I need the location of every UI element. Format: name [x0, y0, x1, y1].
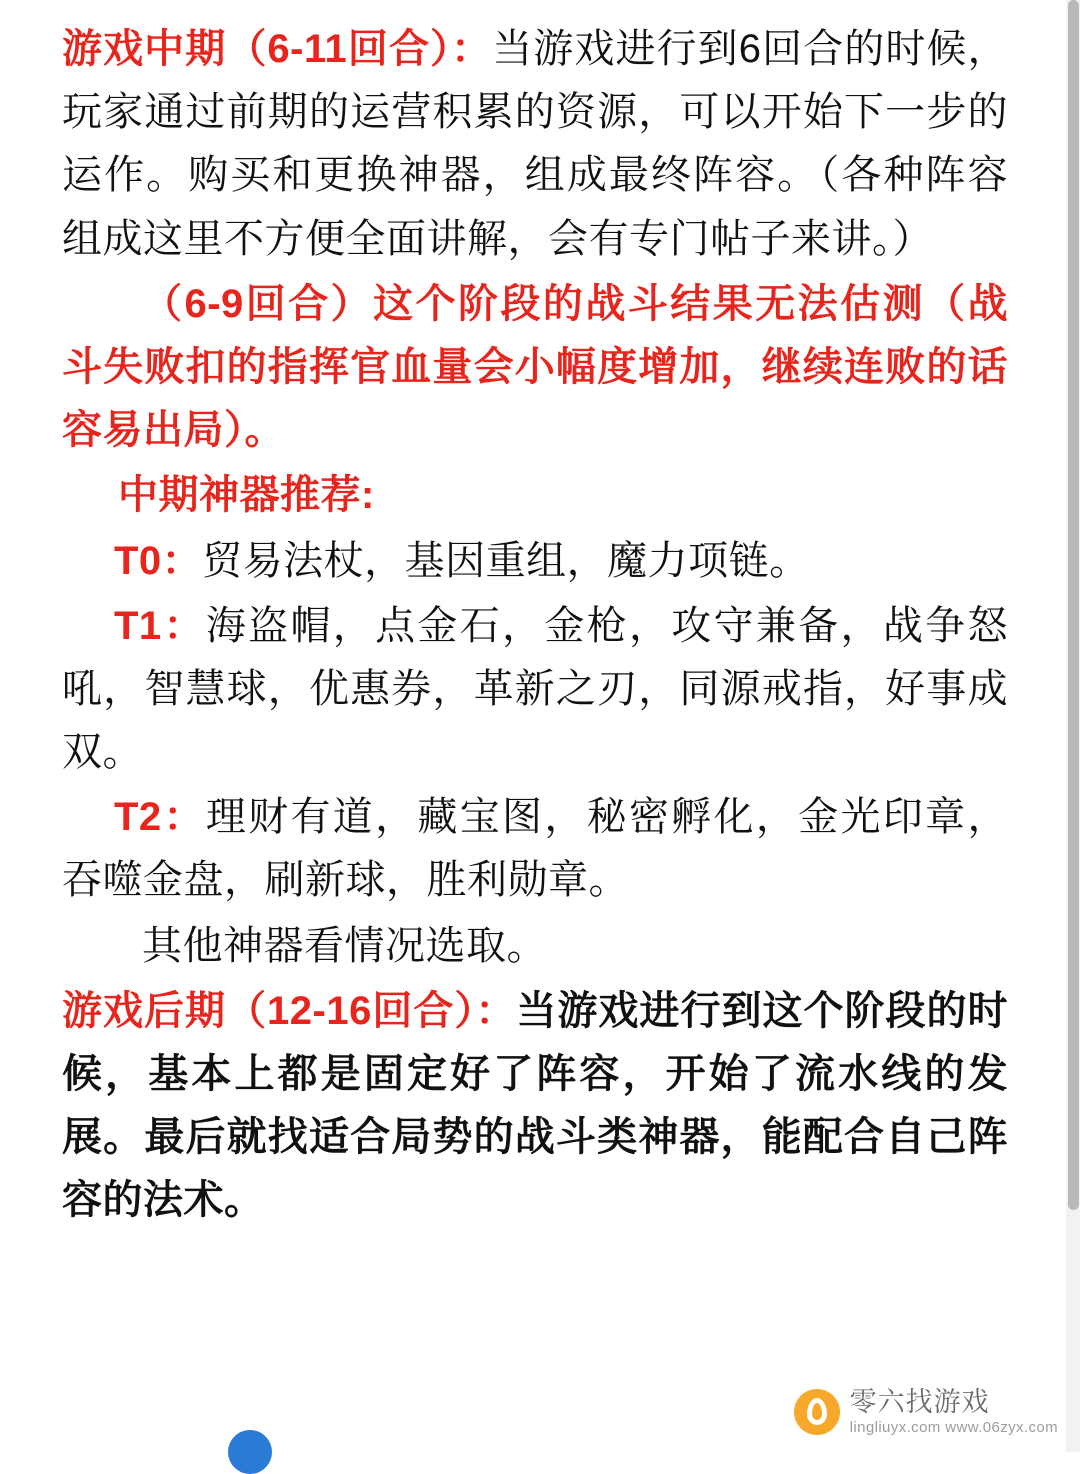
bottom-blue-dot-decoration — [228, 1430, 272, 1474]
leaf-circle-icon — [794, 1389, 840, 1435]
tier-row-t2 — [62, 786, 1008, 912]
tier-items-t0: 贸易法杖，基因重组，魔力项链。 — [202, 538, 810, 583]
watermark-text — [850, 1388, 1058, 1436]
tier-label-t0: T0： — [114, 538, 203, 583]
late-game-body: 当游戏进行到这个阶段的时候，基本上都是固定好了阵容，开始了流水线的发展。最后就找适合局势的战斗类神器，能配合自己阵容的法术。 — [62, 988, 1009, 1223]
watermark — [794, 1388, 1058, 1436]
tier-label-t2: T2： — [114, 795, 206, 840]
paragraph-mid-game — [62, 18, 1008, 271]
tier-items-t1: 海盗帽，点金石，金枪，攻守兼备，战争怒吼，智慧球，优惠券，革新之刃，同源戒指，好事成双。 — [62, 603, 1008, 775]
paragraph-rounds-6-9: （6-9回合）这个阶段的战斗结果无法估测（战斗失败扣的指挥官血量会小幅度增加，继续连败的话容易出局）。 — [62, 281, 1008, 453]
vertical-scrollbar-track[interactable] — [1066, 0, 1080, 1452]
tier-items-t2: 理财有道，藏宝图，秘密孵化，金光印章，吞噬金盘，刷新球，胜利勋章。 — [62, 795, 1008, 903]
tier-label-t1: T1： — [114, 603, 206, 648]
vertical-scrollbar-thumb[interactable] — [1068, 0, 1079, 1210]
mid-game-body: 当游戏进行到6回合的时候，玩家通过前期的运营积累的资源，可以开始下一步的运作。购买和更换神器，组成最终阵容。（各种阵容组成这里不方便全面讲解，会有专门帖子来讲。） — [62, 27, 1008, 261]
tier-row-t1 — [62, 595, 1008, 785]
tier-row-t0 — [62, 530, 1008, 593]
paragraph-other-artifacts: 其他神器看情况选取。 — [142, 923, 547, 968]
watermark-subtitle: lingliuyx.com www.06zyx.com — [849, 1419, 1058, 1437]
mid-game-heading: 游戏中期（6-11回合）： — [62, 27, 493, 71]
watermark-title: 零六找游戏 — [849, 1386, 990, 1417]
late-game-heading: 游戏后期（12-16回合）： — [62, 988, 517, 1033]
paragraph-late-game — [62, 980, 1008, 1233]
mid-artifact-recommend-heading: 中期神器推荐: — [118, 473, 375, 518]
